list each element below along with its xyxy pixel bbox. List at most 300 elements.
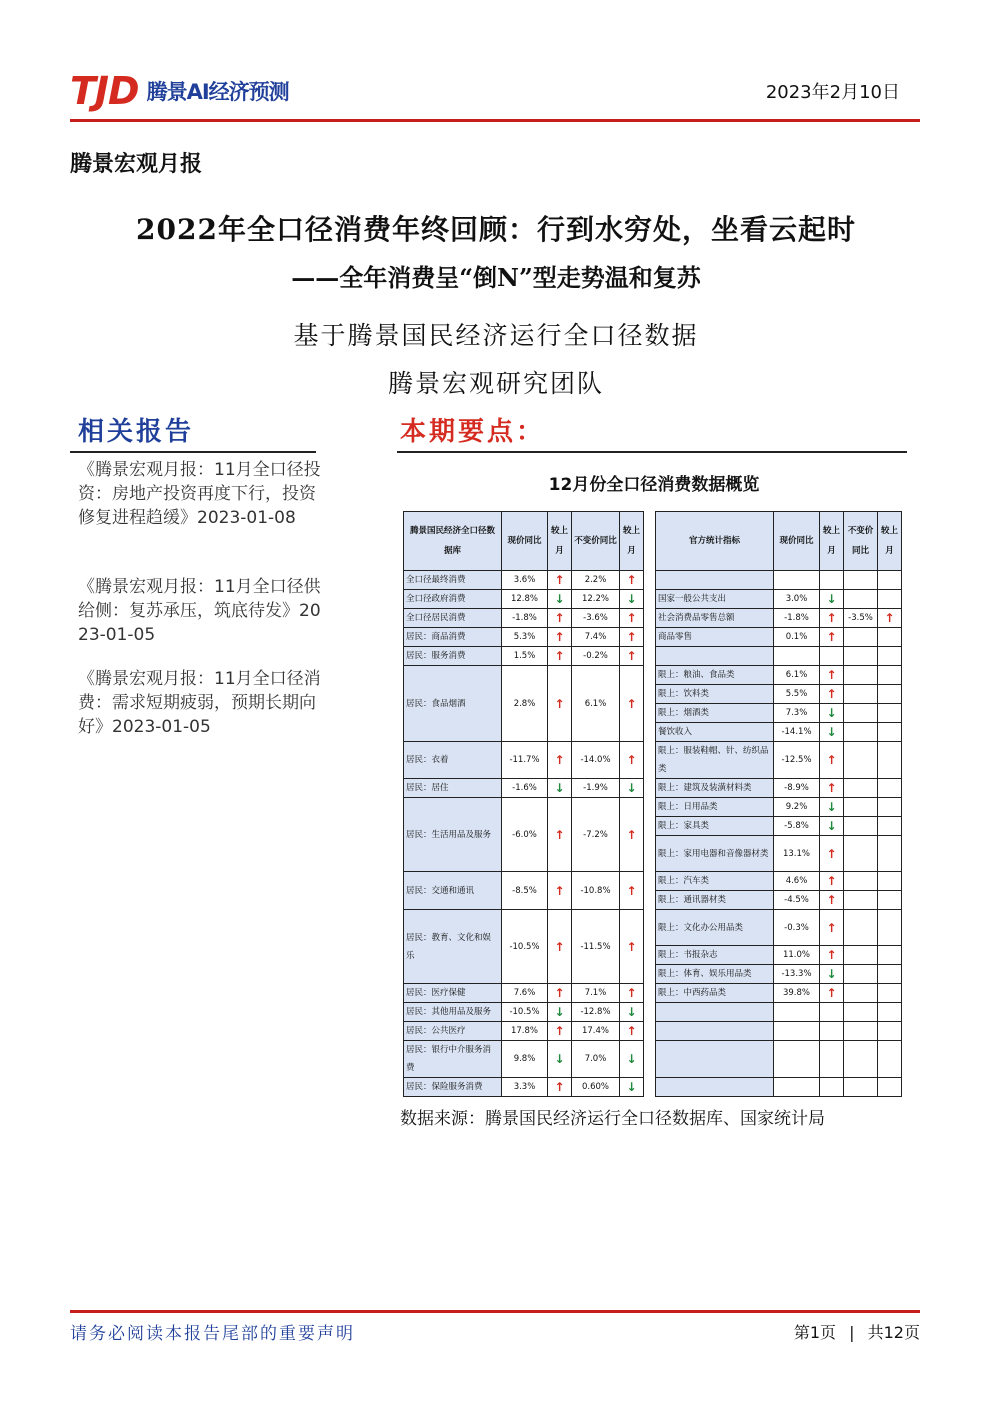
- related-report-link[interactable]: 《腾景宏观月报：11月全口径消费：需求短期疲弱，预期长期向好》2023-01-05: [78, 669, 321, 737]
- real-change: [620, 1041, 644, 1078]
- official-real: [844, 836, 878, 872]
- arrow-up-icon: ↑: [626, 649, 637, 663]
- arrow-down-icon: ↓: [626, 781, 637, 795]
- real-change: [620, 779, 644, 798]
- row-label: 全口径居民消费: [404, 609, 502, 628]
- official-nominal: 0.1%: [774, 628, 820, 647]
- real-change: [620, 1003, 644, 1022]
- official-nominal: 9.2%: [774, 798, 820, 817]
- report-title: 2022年全口径消费年终回顾：行到水穷处，坐看云起时: [136, 213, 856, 246]
- official-real: [844, 590, 878, 609]
- related-heading: 相关报告: [78, 417, 195, 447]
- official-real: [844, 704, 878, 723]
- header-real: 不变价同比: [572, 512, 620, 571]
- official-real-change: [878, 571, 902, 590]
- official-real: [844, 891, 878, 910]
- nominal-yoy: 3.3%: [502, 1078, 548, 1097]
- arrow-down-icon: ↓: [626, 1052, 637, 1066]
- arrow-up-icon: ↑: [826, 920, 837, 935]
- column-gap: [644, 872, 656, 891]
- table-row: [404, 666, 902, 685]
- arrow-down-icon: ↓: [826, 800, 837, 814]
- official-nominal: -8.9%: [774, 779, 820, 798]
- official-nominal: 7.3%: [774, 704, 820, 723]
- official-change: [820, 798, 844, 817]
- column-gap: [644, 836, 656, 872]
- header-divider: [70, 119, 920, 122]
- column-gap: [644, 742, 656, 779]
- official-real: [844, 779, 878, 798]
- arrow-up-icon: ↑: [626, 630, 637, 644]
- real-yoy: 7.4%: [572, 628, 620, 647]
- key-points-heading: 本期要点：: [400, 417, 546, 447]
- column-gap: [644, 704, 656, 723]
- arrow-up-icon: ↑: [626, 939, 637, 954]
- arrow-down-icon: ↓: [826, 592, 837, 606]
- official-nominal: -5.8%: [774, 817, 820, 836]
- column-gap: [644, 590, 656, 609]
- column-gap: [644, 965, 656, 984]
- official-real: [844, 1003, 878, 1022]
- arrow-up-icon: ↑: [554, 649, 565, 663]
- column-gap: [644, 910, 656, 946]
- official-real: [844, 647, 878, 666]
- row-label: 居民：居住: [404, 779, 502, 798]
- official-real-change: [878, 628, 902, 647]
- page-separator: |: [849, 1323, 855, 1342]
- official-label: 限上：家用电器和音像器材类: [656, 836, 774, 872]
- nominal-yoy: -1.8%: [502, 609, 548, 628]
- row-label: 全口径最终消费: [404, 571, 502, 590]
- official-real-change: [878, 590, 902, 609]
- official-change: [820, 891, 844, 910]
- table-row: [404, 742, 902, 779]
- page-indicator: [794, 1320, 920, 1343]
- column-gap: [644, 946, 656, 965]
- data-source: 数据来源：腾景国民经济运行全口径数据库、国家统计局: [400, 1109, 825, 1129]
- official-change: [820, 872, 844, 891]
- official-real-change: [878, 965, 902, 984]
- nominal-change: [548, 590, 572, 609]
- official-label: 社会消费品零售总额: [656, 609, 774, 628]
- official-nominal: [774, 1003, 820, 1022]
- official-real-change: [878, 872, 902, 891]
- arrow-up-icon: ↑: [626, 986, 637, 1000]
- real-change: [620, 872, 644, 910]
- real-change: [620, 1078, 644, 1097]
- real-yoy: -12.8%: [572, 1003, 620, 1022]
- official-change: [820, 628, 844, 647]
- column-gap: [644, 723, 656, 742]
- official-nominal: 5.5%: [774, 685, 820, 704]
- official-nominal: 11.0%: [774, 946, 820, 965]
- consumption-table: [403, 511, 902, 1097]
- arrow-up-icon: ↑: [554, 827, 565, 842]
- table-row: [404, 984, 902, 1003]
- real-yoy: 7.0%: [572, 1041, 620, 1078]
- official-real: [844, 1041, 878, 1078]
- table-row: [404, 628, 902, 647]
- header-change: 较上月: [620, 512, 644, 571]
- arrow-up-icon: ↑: [554, 986, 565, 1000]
- real-change: [620, 798, 644, 872]
- official-real: [844, 666, 878, 685]
- nominal-change: [548, 1022, 572, 1041]
- header-change: 较上月: [820, 512, 844, 571]
- official-nominal: [774, 1022, 820, 1041]
- report-basis: 基于腾景国民经济运行全口径数据: [293, 321, 699, 350]
- nominal-change: [548, 798, 572, 872]
- arrow-up-icon: ↑: [826, 687, 837, 701]
- arrow-up-icon: ↑: [826, 986, 837, 1000]
- report-team: 腾景宏观研究团队: [387, 369, 604, 398]
- official-change: [820, 647, 844, 666]
- table-row: [404, 571, 902, 590]
- official-label: 限上：饮料类: [656, 685, 774, 704]
- official-real: [844, 965, 878, 984]
- column-gap: [644, 817, 656, 836]
- official-nominal: 6.1%: [774, 666, 820, 685]
- official-label: 限上：文化办公用品类: [656, 910, 774, 946]
- arrow-up-icon: ↑: [826, 630, 837, 644]
- official-change: [820, 571, 844, 590]
- official-real: [844, 910, 878, 946]
- official-change: [820, 836, 844, 872]
- official-label: 餐饮收入: [656, 723, 774, 742]
- official-nominal: [774, 1078, 820, 1097]
- official-real: [844, 946, 878, 965]
- official-nominal: [774, 647, 820, 666]
- real-yoy: -10.8%: [572, 872, 620, 910]
- official-change: [820, 817, 844, 836]
- official-real-change: [878, 910, 902, 946]
- arrow-down-icon: ↓: [826, 725, 837, 739]
- official-real-change: [878, 685, 902, 704]
- arrow-up-icon: ↑: [826, 948, 837, 962]
- row-label: 居民：公共医疗: [404, 1022, 502, 1041]
- arrow-down-icon: ↓: [554, 781, 565, 795]
- official-real-change: [878, 836, 902, 872]
- column-gap: [644, 609, 656, 628]
- arrow-up-icon: ↑: [826, 611, 837, 625]
- table-row: [404, 872, 902, 891]
- table-title: 12月份全口径消费数据概览: [548, 475, 760, 495]
- official-real-change: [878, 891, 902, 910]
- related-divider: [70, 451, 316, 453]
- official-real: [844, 685, 878, 704]
- arrow-up-icon: ↑: [826, 753, 837, 767]
- nominal-change: [548, 872, 572, 910]
- column-gap: [644, 666, 656, 685]
- row-label: 居民：服务消费: [404, 647, 502, 666]
- nominal-yoy: 7.6%: [502, 984, 548, 1003]
- real-yoy: 6.1%: [572, 666, 620, 742]
- arrow-down-icon: ↓: [626, 1080, 637, 1094]
- official-real-change: [878, 1041, 902, 1078]
- row-label: 居民：交通和通讯: [404, 872, 502, 910]
- official-change: [820, 742, 844, 779]
- column-gap: [644, 984, 656, 1003]
- row-label: 居民：银行中介服务消费: [404, 1041, 502, 1078]
- table-row: [404, 590, 902, 609]
- arrow-down-icon: ↓: [554, 592, 565, 606]
- footer-divider: [70, 1310, 920, 1313]
- header-nominal: 现价同比: [774, 512, 820, 571]
- real-yoy: 0.60%: [572, 1078, 620, 1097]
- row-label: 全口径政府消费: [404, 590, 502, 609]
- official-label: 商品零售: [656, 628, 774, 647]
- row-label: 居民：衣着: [404, 742, 502, 779]
- table-row: [404, 1022, 902, 1041]
- official-change: [820, 1041, 844, 1078]
- arrow-down-icon: ↓: [826, 706, 837, 720]
- official-real: [844, 1078, 878, 1097]
- official-label: 限上：中西药品类: [656, 984, 774, 1003]
- real-change: [620, 1022, 644, 1041]
- row-label: 居民：其他用品及服务: [404, 1003, 502, 1022]
- arrow-up-icon: ↑: [626, 753, 637, 767]
- official-nominal: -12.5%: [774, 742, 820, 779]
- arrow-up-icon: ↑: [826, 668, 837, 682]
- official-real-change: [878, 779, 902, 798]
- official-change: [820, 590, 844, 609]
- official-change: [820, 779, 844, 798]
- official-real: [844, 798, 878, 817]
- table-row: [404, 779, 902, 798]
- nominal-change: [548, 1041, 572, 1078]
- real-yoy: -3.6%: [572, 609, 620, 628]
- arrow-down-icon: ↓: [554, 1052, 565, 1066]
- arrow-up-icon: ↑: [826, 846, 837, 861]
- arrow-up-icon: ↑: [626, 696, 637, 711]
- nominal-yoy: -6.0%: [502, 798, 548, 872]
- nominal-change: [548, 779, 572, 798]
- official-label: 限上：体育、娱乐用品类: [656, 965, 774, 984]
- official-real-change: [878, 666, 902, 685]
- official-label: 限上：通讯器材类: [656, 891, 774, 910]
- arrow-down-icon: ↓: [826, 819, 837, 833]
- arrow-up-icon: ↑: [826, 874, 837, 888]
- official-real: [844, 984, 878, 1003]
- official-change: [820, 1078, 844, 1097]
- official-nominal: -14.1%: [774, 723, 820, 742]
- official-change: [820, 609, 844, 628]
- official-nominal: 4.6%: [774, 872, 820, 891]
- nominal-change: [548, 910, 572, 984]
- nominal-change: [548, 628, 572, 647]
- nominal-yoy: 1.5%: [502, 647, 548, 666]
- header-official: 官方统计指标: [656, 512, 774, 571]
- official-label: 限上：日用品类: [656, 798, 774, 817]
- official-label: 限上：书报杂志: [656, 946, 774, 965]
- nominal-yoy: 2.8%: [502, 666, 548, 742]
- column-gap: [644, 1003, 656, 1022]
- column-gap: [644, 798, 656, 817]
- real-change: [620, 910, 644, 984]
- arrow-up-icon: ↑: [554, 630, 565, 644]
- real-change: [620, 666, 644, 742]
- official-label: 限上：烟酒类: [656, 704, 774, 723]
- official-nominal: -0.3%: [774, 910, 820, 946]
- official-real-change: [878, 946, 902, 965]
- official-real-change: [878, 704, 902, 723]
- row-label: 居民：保险服务消费: [404, 1078, 502, 1097]
- official-label: 限上：服装鞋帽、针、纺织品类: [656, 742, 774, 779]
- arrow-down-icon: ↓: [826, 967, 837, 981]
- column-gap: [644, 891, 656, 910]
- arrow-up-icon: ↑: [554, 939, 565, 954]
- official-label: [656, 1078, 774, 1097]
- real-change: [620, 571, 644, 590]
- official-real: [844, 723, 878, 742]
- official-real-change: [878, 742, 902, 779]
- official-change: [820, 685, 844, 704]
- official-change: [820, 984, 844, 1003]
- official-real-change: [878, 1003, 902, 1022]
- official-real: [844, 571, 878, 590]
- nominal-change: [548, 984, 572, 1003]
- official-nominal: -1.8%: [774, 609, 820, 628]
- page-total: 共12页: [867, 1323, 920, 1342]
- column-gap: [644, 512, 656, 571]
- column-gap: [644, 647, 656, 666]
- column-gap: [644, 571, 656, 590]
- row-label: 居民：教育、文化和娱乐: [404, 910, 502, 984]
- table-row: [404, 798, 902, 817]
- nominal-yoy: 17.8%: [502, 1022, 548, 1041]
- real-yoy: 7.1%: [572, 984, 620, 1003]
- arrow-up-icon: ↑: [626, 573, 637, 587]
- nominal-change: [548, 1078, 572, 1097]
- official-nominal: [774, 1041, 820, 1078]
- arrow-up-icon: ↑: [554, 883, 565, 898]
- real-change: [620, 742, 644, 779]
- real-change: [620, 628, 644, 647]
- official-label: 国家一般公共支出: [656, 590, 774, 609]
- column-gap: [644, 1041, 656, 1078]
- official-real-change: [878, 647, 902, 666]
- table-row: [404, 609, 902, 628]
- nominal-yoy: -1.6%: [502, 779, 548, 798]
- nominal-yoy: 3.6%: [502, 571, 548, 590]
- header-nominal: 现价同比: [502, 512, 548, 571]
- row-label: 居民：食品烟酒: [404, 666, 502, 742]
- arrow-up-icon: ↑: [626, 827, 637, 842]
- real-yoy: -11.5%: [572, 910, 620, 984]
- header-tjd: 腾景国民经济全口径数据库: [404, 512, 502, 571]
- nominal-yoy: 12.8%: [502, 590, 548, 609]
- row-label: 居民：商品消费: [404, 628, 502, 647]
- official-real: [844, 628, 878, 647]
- nominal-yoy: -10.5%: [502, 1003, 548, 1022]
- page-number: 第1页: [793, 1323, 837, 1342]
- arrow-up-icon: ↑: [884, 611, 895, 625]
- official-nominal: -13.3%: [774, 965, 820, 984]
- report-series: 腾景宏观月报: [70, 152, 203, 177]
- official-change: [820, 723, 844, 742]
- official-nominal: -4.5%: [774, 891, 820, 910]
- arrow-up-icon: ↑: [554, 611, 565, 625]
- related-report-link[interactable]: 《腾景宏观月报：11月全口径供给侧：复苏承压，筑底待发》2023-01-05: [78, 577, 321, 645]
- official-change: [820, 704, 844, 723]
- official-change: [820, 1022, 844, 1041]
- official-real-change: [878, 1022, 902, 1041]
- official-real: [844, 872, 878, 891]
- arrow-up-icon: ↑: [554, 696, 565, 711]
- real-change: [620, 984, 644, 1003]
- nominal-change: [548, 742, 572, 779]
- disclaimer: 请务必阅读本报告尾部的重要声明: [70, 1324, 355, 1344]
- official-label: 限上：建筑及装潢材料类: [656, 779, 774, 798]
- real-yoy: -0.2%: [572, 647, 620, 666]
- official-real-change: [878, 609, 902, 628]
- real-yoy: -1.9%: [572, 779, 620, 798]
- header-change: 较上月: [878, 512, 902, 571]
- arrow-down-icon: ↓: [626, 1005, 637, 1019]
- official-change: [820, 666, 844, 685]
- arrow-up-icon: ↑: [626, 883, 637, 898]
- official-label: 限上：汽车类: [656, 872, 774, 891]
- report-subtitle: ——全年消费呈“倒N”型走势温和复苏: [291, 263, 701, 292]
- real-yoy: 17.4%: [572, 1022, 620, 1041]
- nominal-change: [548, 609, 572, 628]
- real-yoy: -14.0%: [572, 742, 620, 779]
- official-change: [820, 946, 844, 965]
- official-real-change: [878, 1078, 902, 1097]
- real-change: [620, 609, 644, 628]
- nominal-change: [548, 571, 572, 590]
- arrow-up-icon: ↑: [826, 893, 837, 907]
- official-change: [820, 965, 844, 984]
- column-gap: [644, 685, 656, 704]
- row-label: 居民：医疗保健: [404, 984, 502, 1003]
- real-change: [620, 647, 644, 666]
- official-real: [844, 817, 878, 836]
- table-row: [404, 647, 902, 666]
- arrow-up-icon: ↑: [826, 781, 837, 795]
- nominal-yoy: 5.3%: [502, 628, 548, 647]
- column-gap: [644, 1078, 656, 1097]
- official-change: [820, 910, 844, 946]
- arrow-up-icon: ↑: [626, 611, 637, 625]
- logo-mark: TJD: [70, 69, 139, 113]
- real-change: [620, 590, 644, 609]
- official-real: [844, 742, 878, 779]
- nominal-yoy: -11.7%: [502, 742, 548, 779]
- related-report-link[interactable]: 《腾景宏观月报：11月全口径投资：房地产投资再度下行，投资修复进程趋缓》2023-01-08: [78, 460, 321, 528]
- official-real-change: [878, 817, 902, 836]
- nominal-yoy: -10.5%: [502, 910, 548, 984]
- official-real: [844, 1022, 878, 1041]
- header-real: 不变价同比: [844, 512, 878, 571]
- official-nominal: 3.0%: [774, 590, 820, 609]
- official-label: [656, 1022, 774, 1041]
- arrow-up-icon: ↑: [554, 573, 565, 587]
- official-label: 限上：粮油、食品类: [656, 666, 774, 685]
- nominal-change: [548, 647, 572, 666]
- nominal-yoy: 9.8%: [502, 1041, 548, 1078]
- table-row: [404, 1078, 902, 1097]
- nominal-change: [548, 666, 572, 742]
- official-label: 限上：家具类: [656, 817, 774, 836]
- logo: [70, 69, 289, 113]
- official-label: [656, 1003, 774, 1022]
- official-change: [820, 1003, 844, 1022]
- column-gap: [644, 779, 656, 798]
- arrow-up-icon: ↑: [554, 1024, 565, 1038]
- table-header-row: [404, 512, 902, 571]
- real-yoy: 2.2%: [572, 571, 620, 590]
